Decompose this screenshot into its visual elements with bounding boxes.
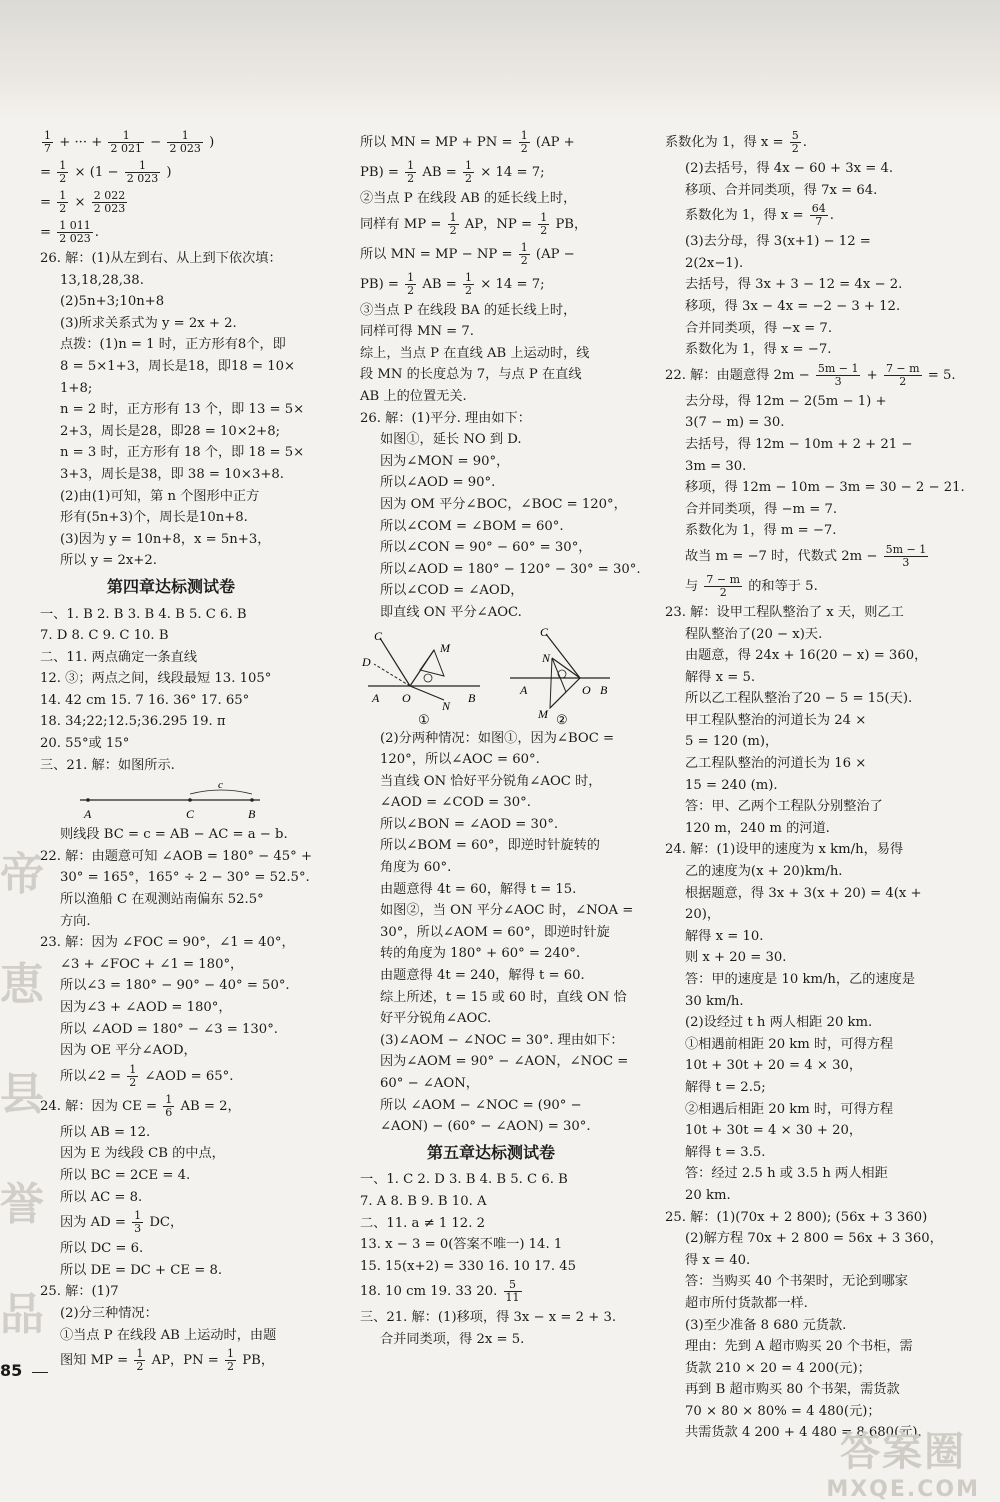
mn-line-1: 所以 MN = MP + PN = $\frac{1}{2}$ (AP + [360, 129, 575, 155]
svg-text:O: O [582, 682, 591, 697]
svg-text:N: N [542, 650, 551, 665]
watermark-logo: 答案圈 MXQE.COM [826, 1429, 980, 1502]
case-2: ②当点 P 在线段 AB 的延长线上时， [360, 191, 577, 206]
watermark-left: 帝 恵 县 誉 品 [0, 849, 44, 1340]
svg-text:N: N [442, 698, 451, 713]
svg-text:C: C [186, 807, 195, 822]
svg-text:c: c [218, 779, 223, 792]
svg-text:C: C [374, 628, 383, 643]
answer-22: 22. 解：由题意可知 ∠AOB = 180° − 45° + 30° = 165°，165° ÷ 2 − 30° = 52.5°. 所以渔船 C 在观测站南偏东 52.5° 方向. [40, 848, 312, 929]
page-number: 85 [0, 1361, 23, 1380]
sum-line: $\frac{1}{7}$ + ··· + $\frac{1}{2 021}$ − $\frac{1}{2 023}$ ) [44, 129, 215, 155]
sum-eq2: = $\frac{1}{2}$ × $\frac{2 022}{2 023}$ [40, 189, 126, 215]
column-middle [360, 128, 641, 1351]
svg-text:M: M [440, 640, 450, 655]
svg-text:①: ① [418, 711, 430, 727]
answer-23: 23. 解：因为 ∠FOC = 90°，∠1 = 40°， ∠3 + ∠FOC + ∠1 = 180°， 所以∠3 = 180° − 90° − 40° = 50°. 因为∠3 + ∠AOD = 180°， 所以 ∠AOD = 180° − ∠3 = 130°. 因为 OE 平分∠AOD， 所以∠2 = $\frac{1}{2}$ ∠AOD = 65°. [40, 935, 295, 1089]
angle-diagram [360, 624, 622, 727]
svg-text:D: D [362, 654, 371, 669]
svg-text:O: O [402, 690, 411, 705]
mp-np-line: 同样有 MP = $\frac{1}{2}$ AP，NP = $\frac{1}{2}$ PB， [360, 210, 588, 237]
svg-text:B: B [600, 682, 608, 697]
svg-text:B: B [468, 690, 476, 705]
segment-figure [40, 778, 302, 822]
mn-line-3: 所以 MN = MP − NP = $\frac{1}{2}$ (AP − [360, 240, 575, 267]
svg-text:A: A [84, 807, 92, 822]
answer-21: 则线段 BC = c = AB − AC = a − b. [60, 827, 288, 843]
mn-line-2: PB) = $\frac{1}{2}$ AB = $\frac{1}{2}$ × 14 = 7; [360, 159, 545, 185]
svg-text:C: C [540, 624, 549, 639]
column-left [40, 128, 312, 1376]
chapter5-title: 第五章达标测试卷 [426, 1142, 555, 1162]
answer-22-col3: 22. 解：由题意得 2m − $\frac{5m - 1}{3}$ + $\frac{7 - m}{2}$ = 5. [665, 361, 956, 388]
sum-eq3: = $\frac{1 011}{2 023}$ . [40, 219, 99, 245]
chapter4-answers: 一、1. B 2. B 3. B 4. B 5. C 6. B 7. D 8. C 9. C 10. B 二、11. 两点确定一条直线 12. ③；两点之间，线段最短 13. 105° 14. 42 cm 15. 7 16. 36° 17. 65° 18. 34;22;12.5;36.295 19. π 20. 55°或 15° 三、21. 解：如图所示. [40, 606, 272, 773]
c3-line-1: 系数化为 1，得 x = $\frac{5}{2}$ . [665, 129, 807, 155]
scan-top-shadow [0, 0, 1000, 120]
answer-26b: ③当点 P 在线段 BA 的延长线上时， 同样可得 MN = 7. 综上，当点 P 在直线 AB 上运动时，线 段 MN 的长度总为 7，与点 P 在直线 AB 上的位置无关. 26. 解：(1)平分. 理由如下： 如图①，延长 NO 到 D. 因为∠MON = 90°， 所以∠AOD = 90°. 因为 OM 平分∠BOC，∠BOC = 120°， 所以∠COM = ∠BOM = 60°. 所以∠CON = 90° − 60° = 30°， 所以∠AOD = 180° − 120° − 30° = 30°. 所以∠COD = ∠AOD， 即直线 ON 平分∠AOC. [360, 302, 641, 620]
answer-26: 26. 解：(1)从左到右、从上到下依次填： 13,18,28,38. (2)5n+3;10n+8 (3)所求关系式为 y = 2x + 2. 点拨：(1)n = 1 时，正方形有8个，即 8 = 5×1+3，周长是18，即18 = 10× 1+8; n = 2 时，正方形有 13 个，即 13 = 5× 2+3，周长是28，即28 = 10×2+8; n = 3 时，正方形有 18 个，即 18 = 5× 3+3，周长是38，即 38 = 10×3+8. (2)由(1)可知，第 n 个图形中正方 形有(5n+3)个，周长是10n+8. (3)因为 y = 10n+8，x = 5n+3， 所以 y = 2x+2. [40, 251, 305, 569]
answers-23-25: 23. 解：设甲工程队整治了 x 天，则乙工 程队整治了(20 − x)天. 由题意，得 24x + 16(20 − x) = 360， 解得 x = 5. 所以乙工程队整治了20 − 5 = 15(天). 甲工程队整治的河道长为 24 × 5 = 120 (m)， 乙工程队整治的河道长为 16 × 15 = 240 (m). 答：甲、乙两个工程队分别整治了 120 m，240 m 的河道. 24. 解：(1)设甲的速度为 x km/h，易得 乙的速度为(x + 20)km/h. 根据题意，得 3x + 3(x + 20) = 4(x + 20)， 解得 x = 10. 则 x + 20 = 30. 答：甲的速度是 10 km/h，乙的速度是 30 km/h. (2)设经过 t h 两人相距 20 km. ①相遇前相距 20 km 时，可得方程 10t + 30t + 20 = 4 × 30， 解得 t = 2.5; ②相遇后相距 20 km 时，可得方程 10t + 30t = 4 × 30 + 20， 解得 t = 3.5. 答：经过 2.5 h 或 3.5 h 两人相距 20 km. 25. 解：(1)(70x + 2 800); (56x + 3 360) (2)解方程 70x + 2 800 = 56x + 3 360， 得 x = 40. 答：当购买 40 个书架时，无论到哪家 超市所付货款都一样. (3)至少准备 8 680 元货款. 理由：先到 A 超市购买 20 个书柜，需 货款 210 × 20 = 4 200(元)； 再到 B 超市购买 80 个书架，需货款 70 × 80 × 80% = 4 480(元)； 共需货款 4 200 + 4 480 = 8 680(元). [665, 604, 943, 1441]
svg-text:A: A [520, 682, 528, 697]
column-right: 系数化为 1，得 x = $\frac{5}{2}$ . (2)去括号，得 4x − 60 + 3x = 4. 移项、合并同类项，得 7x = 64. 系数化为 1，得 x = $\frac{64}{7}$ . (3)去分母，得 3(x+1) − 12 = 2(2x−1). 去括号，得 3x + 3 − 12 = 4x − 2. 移项，得 3x − 4x = −2 − 3 + 12. 合并同类项，得 −x = 7. 系数化为 1，得 x = −7. 22. 解：由题意得 2m − $\frac{5m - 1}{3}$ + $\frac{7 - m}{2}$ = 5. 去分母，得 12m − 2(5m − 1) + 3(7 − m) = 30. 去括号，得 12m − 10m + 2 + 21 − 3m = 30. 移项，得 12m − 10m − 3m = 30 − 2 − 21. 合并同类项，得 −m = 7. 系数化为 1，得 m = −7. 故当 m = −7 时，代数式 2m − $\frac{5m - 1}{3}$ 与 $\frac{7 - m}{2}$ 的和等于 5. 23. 解：设甲工程队整治了 x 天，则乙工 程队整治了(20 − x)天. 由题意，得 24x + 16(20 − x) = 360， 解得 x = 5. 所以乙工程队整治了20 − 5 = 15(天). 甲工程队整治的河道长为 24 × 5 = 120 (m)， 乙工程队整治的河道长为 16 × 15 = 240 (m). 答：甲、乙两个工程队分别整治了 120 m，240 m 的河道. 24. 解：(1)设甲的速度为 x km/h，易得 乙的速度为(x + 20)km/h. 根据题意，得 3x + 3(x + 20) = 4(x + 20)， 解得 x = 10. 则 x + 20 = 30. 答：甲的速度是 10 km/h，乙的速度是 30 km/h. (2)设经过 t h 两人相距 20 km. ①相遇前相距 20 km 时，可得方程 10t + 30t + 20 = 4 × 30， 解得 t = 2.5; ②相遇后相距 20 km 时，可得方程 10t + 30t = 4 × 30 + 20， 解得 t = 3.5. 答：经过 2.5 h 或 3.5 h 两人相距 20 km. 25. 解：(1)(70x + 2 800); (56x + 3 360) (2)解方程 70x + 2 800 = 56x + 3 360， 得 x = 40. 答：当购买 40 个书架时，无论到哪家 超市所付货款都一样. (3)至少准备 8 680 元货款. 理由：先到 A 超市购买 20 个书柜，需 货款 210 × 20 = 4 200(元)； 再到 B 超市购买 80 个书架，需货款 70 × 80 × 80% = 4 480(元)； 共需货款 4 200 + 4 480 = 8 680(元). [665, 128, 927, 1444]
chapter5-answers: 一、1. C 2. D 3. B 4. B 5. C 6. B 7. A 8. B 9. B 10. A 二、11. a ≠ 1 12. 2 13. x − 3 = 0(答案不唯一) 14. 1 15. 15(x+2) = 330 16. 10 17. 45 18. 10 cm 19. 33 20. $\frac{5}{11}$ 三、21. 解：(1)移项，得 3x − x = 2 + 3. 合并同类项，得 2x = 5. [360, 1172, 617, 1347]
answer-26c: (2)分两种情况：如图①，因为∠BOC = 120°，所以∠AOC = 60°. 当直线 ON 恰好平分锐角∠AOC 时， ∠AOD = ∠COD = 30°. 所以∠BON = ∠AOD = 30°. 所以∠BOM = 60°，即逆时针旋转的 角度为 60°. 由题意得 4t = 60，解得 t = 15. 如图②，当 ON 平分∠AOC 时，∠NOA = 30°，所以∠AOM = 60°，即逆时针旋 转的角度为 180° + 60° = 240°. 由题意得 4t = 240，解得 t = 60. 综上所述，t = 15 或 60 时，直线 ON 恰 好平分锐角∠AOC. (3)∠AOM − ∠NOC = 30°. 理由如下： 因为∠AOM = 90° − ∠AON，∠NOC = 60° − ∠AON， 所以 ∠AOM − ∠NOC = (90° − ∠AON) − (60° − ∠AON) = 30°. [380, 730, 634, 1135]
answer-24: 24. 解：因为 CE = $\frac{1}{6}$ AB = 2， 所以 AB = 12. 因为 E 为线段 CB 的中点， 所以 BC = 2CE = 4. 所以 AC = 8. 因为 AD = $\frac{1}{3}$ DC， 所以 DC = 6. 所以 DE = DC + CE = 8. 25. 解：(1)7 (2)分三种情况： ①当点 P 在线段 AB 上运动时，由题 图知 MP = $\frac{1}{2}$ AP，PN = $\frac{1}{2}$ PB， [40, 1092, 277, 1374]
svg-text:②: ② [556, 711, 568, 727]
segment-diagram [40, 778, 260, 822]
page-number-rule [32, 1372, 48, 1373]
svg-text:B: B [248, 807, 256, 822]
chapter4-title: 第四章达标测试卷 [106, 576, 235, 596]
mn-line-4: PB) = $\frac{1}{2}$ AB = $\frac{1}{2}$ × 14 = 7; [360, 270, 545, 297]
svg-text:M: M [538, 706, 548, 721]
angle-figures [360, 624, 622, 727]
sum-eq1: = $\frac{1}{2}$ × (1 − $\frac{1}{2 023}$ ) [40, 159, 172, 185]
svg-text:A: A [372, 690, 380, 705]
